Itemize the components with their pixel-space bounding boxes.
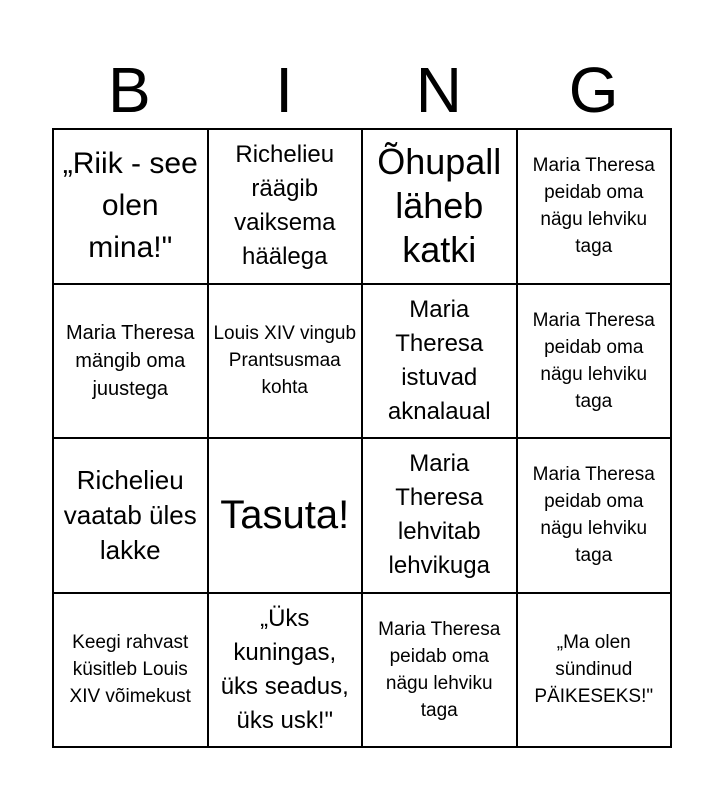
bingo-cell-text: Maria Theresa peidab oma nägu lehviku taga bbox=[532, 309, 655, 412]
header-letter-n: N bbox=[415, 54, 462, 126]
bingo-cell-text: „Riik - see olen mina!" bbox=[62, 147, 198, 265]
bingo-cell-text: Richelieu räägib vaiksema häälega bbox=[234, 141, 336, 271]
header-letter-i: I bbox=[275, 54, 294, 126]
bingo-cell[interactable] bbox=[54, 130, 209, 285]
bingo-cell-text: Maria Theresa peidab oma nägu lehviku taga bbox=[532, 155, 655, 258]
bingo-cell-free[interactable] bbox=[209, 439, 364, 594]
bingo-cell-text: Maria Theresa peidab oma nägu lehviku taga bbox=[532, 464, 655, 567]
bingo-cell[interactable] bbox=[54, 594, 209, 749]
header-letter-g: G bbox=[568, 54, 619, 126]
bingo-cell-text: Õhupall läheb katki bbox=[377, 141, 502, 271]
bingo-cell-text: Louis XIV vingub Prantsusmaa kohta bbox=[213, 323, 357, 399]
bingo-cell-text: Keegi rahvast küsitleb Louis XIV võimekust bbox=[69, 632, 191, 708]
bingo-cell[interactable] bbox=[363, 285, 518, 440]
bingo-cell-text: Maria Theresa peidab oma nägu lehviku taga bbox=[378, 618, 501, 721]
bingo-cell[interactable] bbox=[209, 130, 364, 285]
bingo-cell-text: „Üks kuningas, üks seadus, üks usk!" bbox=[220, 604, 349, 734]
bingo-cell[interactable] bbox=[518, 285, 673, 440]
bingo-cell-text: Maria Theresa lehvitab lehvikuga bbox=[388, 450, 490, 580]
bingo-cell[interactable] bbox=[518, 594, 673, 749]
bingo-header bbox=[52, 52, 671, 128]
bingo-cell[interactable] bbox=[209, 285, 364, 440]
bingo-cell[interactable] bbox=[209, 594, 364, 749]
free-space-label: Tasuta! bbox=[220, 493, 350, 538]
bingo-cell-text: Maria Theresa mängib oma juustega bbox=[65, 321, 195, 400]
bingo-cell-text: Maria Theresa istuvad aknalaual bbox=[387, 295, 491, 425]
bingo-cell[interactable] bbox=[363, 130, 518, 285]
bingo-cell-text: Richelieu vaatab üles lakke bbox=[63, 464, 197, 565]
bingo-grid bbox=[52, 128, 672, 748]
bingo-cell[interactable] bbox=[518, 439, 673, 594]
bingo-cell[interactable] bbox=[363, 439, 518, 594]
bingo-cell-text: „Ma olen sündinud PÄIKESEKS!" bbox=[534, 632, 654, 708]
header-letter-b: B bbox=[108, 54, 151, 126]
bingo-cell[interactable] bbox=[363, 594, 518, 749]
bingo-cell[interactable] bbox=[518, 130, 673, 285]
bingo-cell[interactable] bbox=[54, 285, 209, 440]
bingo-cell[interactable] bbox=[54, 439, 209, 594]
